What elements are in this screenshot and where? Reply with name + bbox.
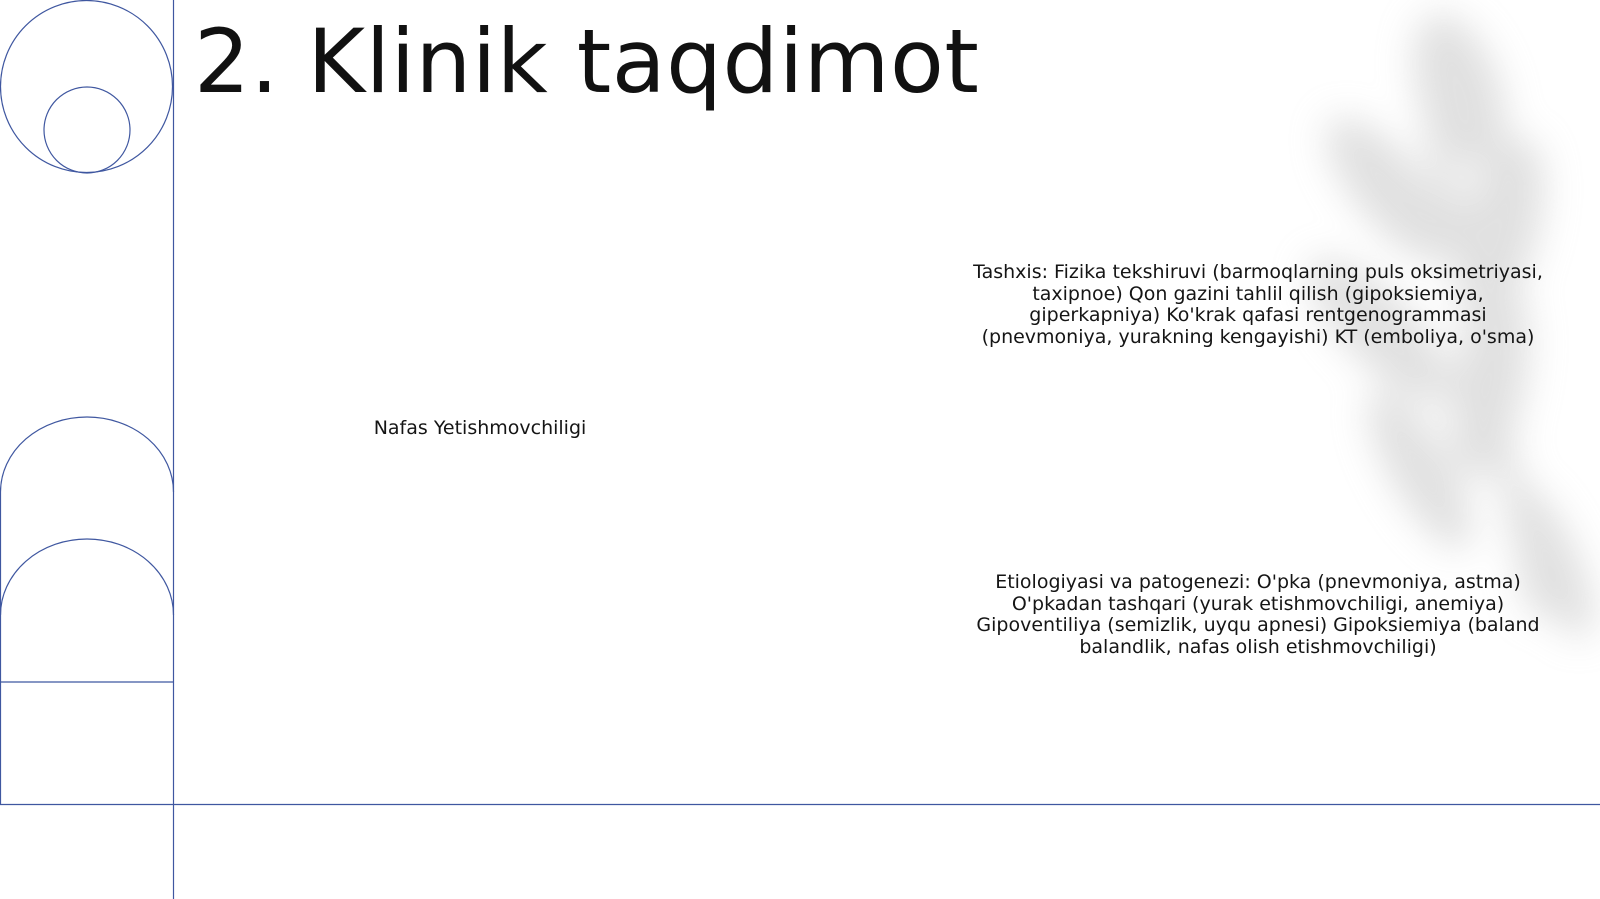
slide-title: 2. Klinik taqdimot bbox=[194, 10, 980, 113]
decor-arch-upper bbox=[1, 417, 174, 492]
diagnosis-text: Tashxis: Fizika tekshiruvi (barmoqlarning puls oksimetriyasi, taxipnoe) Qon gazini tahlil qilish (gipoksiemiya, giperkapniya) Ko'krak qafasi rentgenogrammasi (pnevmoniya, yurakning kengayishi) KT (emboliya, o'sma) bbox=[973, 261, 1543, 348]
decor-arch-lower bbox=[1, 539, 174, 615]
etiology-text: Etiologiyasi va patogenezi: O'pka (pnevmoniya, astma) O'pkadan tashqari (yurak etishmovchiligi, anemiya) Gipoventiliya (semizlik, uyqu apnesi) Gipoksiemiya (baland balandlik, nafas olish etishmovchiligi) bbox=[976, 571, 1540, 658]
decor-circle-small bbox=[44, 87, 130, 173]
center-label: Nafas Yetishmovchiligi bbox=[373, 417, 587, 439]
